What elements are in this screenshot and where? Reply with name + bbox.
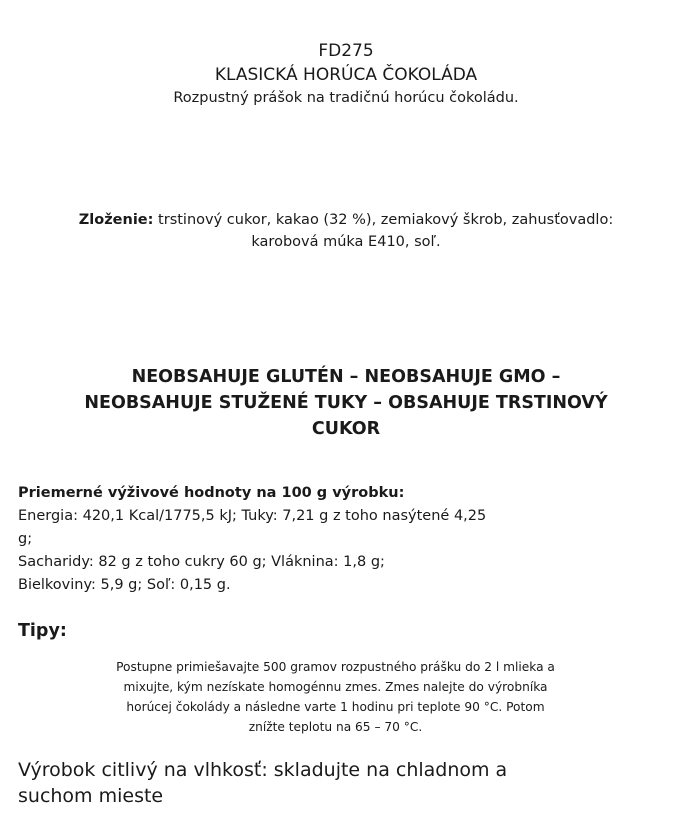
composition-label: Zloženie: xyxy=(78,212,154,228)
nutrition-line: Sacharidy: 82 g z toho cukry 60 g; Vláknina: 1,8 g; xyxy=(18,554,385,570)
claims-line: CUKOR xyxy=(311,419,381,439)
nutrition-line: g; xyxy=(18,531,33,547)
storage-line: Výrobok citlivý na vlhkosť: skladujte na chladnom a xyxy=(18,759,508,781)
tips-line: mixujte, kým nezískate homogénnu zmes. Zmes nalejte do výrobníka xyxy=(123,680,548,694)
nutrition-line: Bielkoviny: 5,9 g; Soľ: 0,15 g. xyxy=(18,577,231,593)
nutrition-block xyxy=(18,482,618,597)
claims-line: NEOBSAHUJE STUŽENÉ TUKY – OBSAHUJE TRSTINOVÝ xyxy=(84,393,608,413)
claims-block xyxy=(10,364,682,442)
nutrition-line: Energia: 420,1 Kcal/1775,5 kJ; Tuky: 7,21 g z toho nasýtené 4,25 xyxy=(18,508,487,524)
tips-text xyxy=(18,657,653,737)
storage-note xyxy=(18,757,638,809)
tips-heading: Tipy: xyxy=(18,621,67,641)
storage-line: suchom mieste xyxy=(18,785,164,807)
tips-line: Postupne primiešavajte 500 gramov rozpustného prášku do 2 l mlieka a xyxy=(116,660,555,674)
composition-text: trstinový cukor, kakao (32 %), zemiakový škrob, zahusťovadlo: karobová múka E410, soľ. xyxy=(158,212,614,250)
product-code: FD275 xyxy=(318,41,374,61)
product-title: KLASICKÁ HORÚCA ČOKOLÁDA xyxy=(214,65,478,85)
composition-block xyxy=(46,209,646,253)
nutrition-heading: Priemerné výživové hodnoty na 100 g výrobku: xyxy=(18,485,405,501)
claims-line: NEOBSAHUJE GLUTÉN – NEOBSAHUJE GMO – xyxy=(131,367,561,387)
tips-line: znížte teplotu na 65 – 70 °C. xyxy=(248,720,423,734)
tips-line: horúcej čokolády a následne varte 1 hodinu pri teplote 90 °C. Potom xyxy=(126,700,545,714)
product-subtitle: Rozpustný prášok na tradičnú horúcu čokoládu. xyxy=(173,90,519,106)
